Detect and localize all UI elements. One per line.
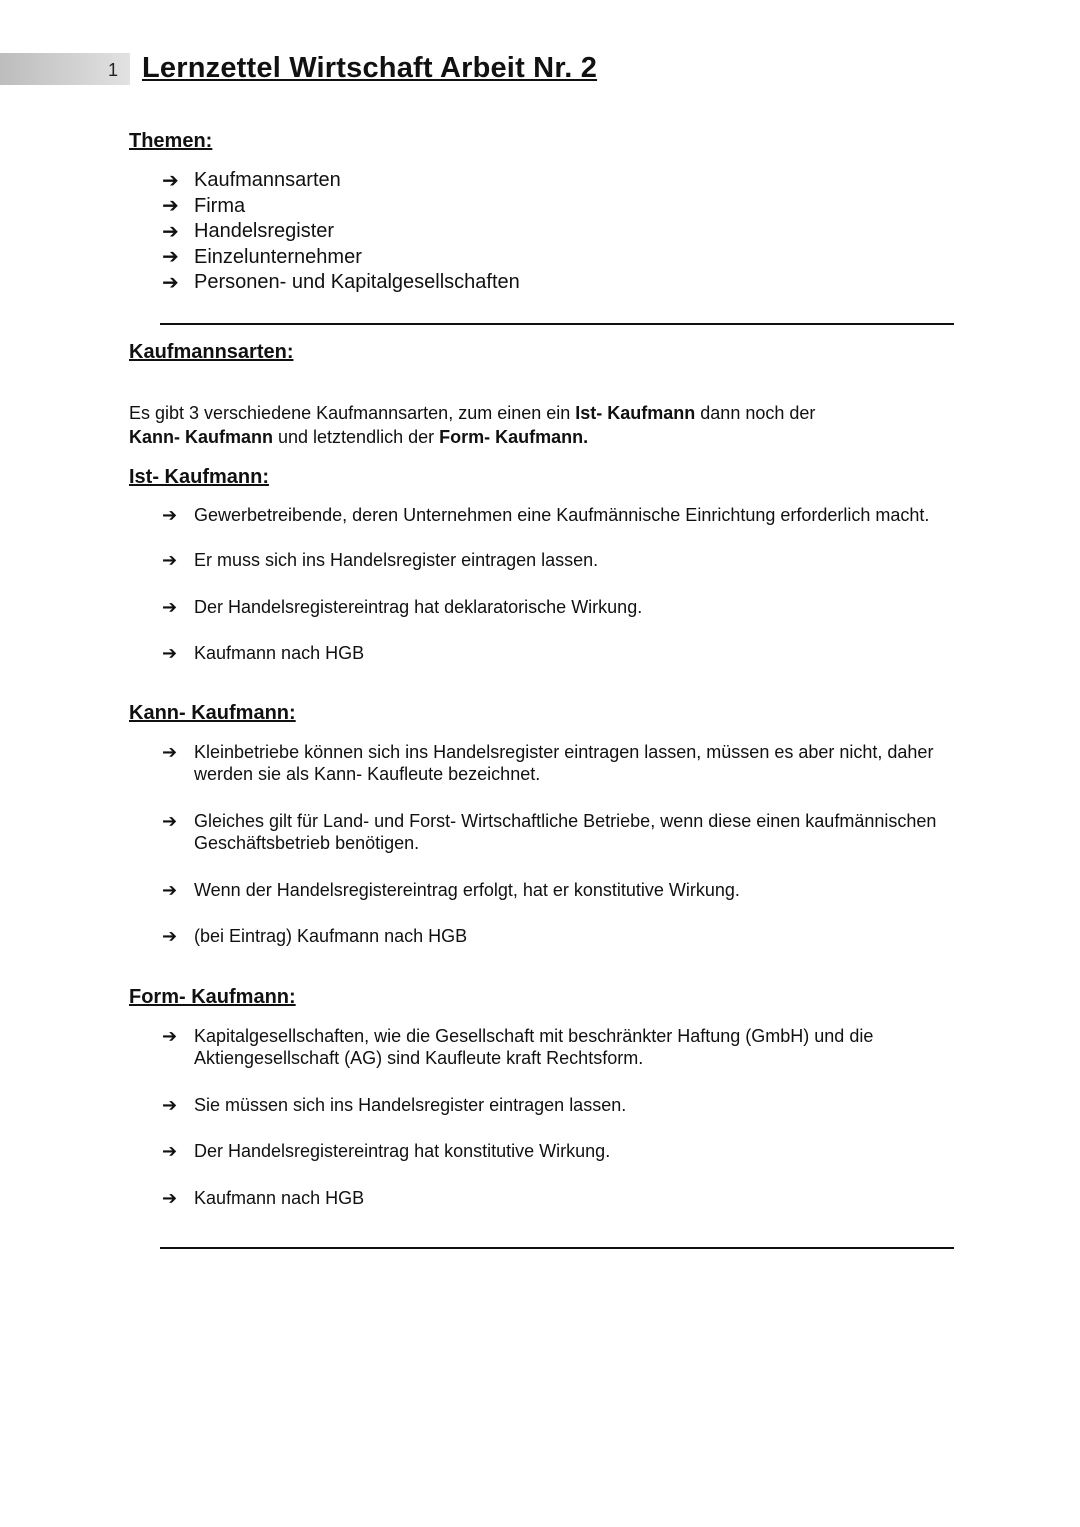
arrow-right-icon: ➔ xyxy=(162,925,178,946)
intro-text: dann noch der xyxy=(695,402,816,423)
list-item xyxy=(162,1187,959,1209)
arrow-right-icon: ➔ xyxy=(162,195,179,218)
list-item xyxy=(162,1140,959,1162)
point-text: Sie müssen sich ins Handelsregister eintragen lassen. xyxy=(194,1094,627,1115)
arrow-right-icon: ➔ xyxy=(162,549,178,570)
arrow-right-icon: ➔ xyxy=(162,1025,178,1046)
arrow-right-icon: ➔ xyxy=(162,741,178,762)
intro-bold-ist: Ist- Kaufmann xyxy=(575,402,696,423)
intro-bold-kann: Kann- Kaufmann xyxy=(129,426,273,447)
intro-text: und letztendlich der xyxy=(273,426,440,447)
horizontal-divider xyxy=(160,323,954,325)
arrow-right-icon: ➔ xyxy=(162,1140,178,1161)
topic-text: Einzelunternehmer xyxy=(194,245,362,268)
page-number: 1 xyxy=(107,60,118,80)
arrow-right-icon: ➔ xyxy=(162,642,178,663)
document-title: Lernzettel Wirtschaft Arbeit Nr. 2 xyxy=(142,52,598,84)
kaufmannsarten-section xyxy=(129,339,959,449)
ist-kaufmann-list xyxy=(129,504,959,664)
kann-kaufmann-heading: Kann- Kaufmann: xyxy=(129,701,296,724)
point-text: Kapitalgesellschaften, wie die Gesellschaft mit beschränkter Haftung (GmbH) und die Aktiengesellschaft (AG) sind Kaufleute kraft Rechtsform. xyxy=(194,1025,874,1068)
kann-kaufmann-section xyxy=(129,700,959,947)
topic-list xyxy=(129,168,959,296)
arrow-right-icon: ➔ xyxy=(162,220,179,243)
arrow-right-icon: ➔ xyxy=(162,246,179,269)
form-kaufmann-heading: Form- Kaufmann: xyxy=(129,985,296,1008)
topic-text: Kaufmannsarten xyxy=(194,169,341,191)
page-number-bar xyxy=(0,53,130,85)
topic-item xyxy=(162,270,959,296)
point-text: Er muss sich ins Handelsregister eintragen lassen. xyxy=(194,549,599,570)
point-text: (bei Eintrag) Kaufmann nach HGB xyxy=(194,925,468,946)
arrow-right-icon: ➔ xyxy=(162,271,179,294)
arrow-right-icon: ➔ xyxy=(162,169,179,192)
topic-item xyxy=(162,194,959,220)
arrow-right-icon: ➔ xyxy=(162,810,178,831)
kaufmannsarten-intro xyxy=(129,401,959,449)
topic-item xyxy=(162,219,959,245)
document-body xyxy=(129,128,959,1249)
kann-kaufmann-list xyxy=(129,741,959,947)
list-item xyxy=(162,810,959,854)
point-text: Der Handelsregistereintrag hat deklaratorische Wirkung. xyxy=(194,596,643,617)
topic-item xyxy=(162,168,959,194)
list-item xyxy=(162,879,959,901)
form-kaufmann-section xyxy=(129,984,959,1209)
arrow-right-icon: ➔ xyxy=(162,879,178,900)
list-item xyxy=(162,1025,959,1069)
intro-text: Es gibt 3 verschiedene Kaufmannsarten, zum einen ein xyxy=(129,402,576,423)
point-text: Gleiches gilt für Land- und Forst- Wirtschaftliche Betriebe, wenn diese einen kaufmännischen Geschäftsbetrieb benötigen. xyxy=(194,810,937,853)
list-item xyxy=(162,925,959,947)
ist-kaufmann-section xyxy=(129,464,959,664)
themen-heading: Themen: xyxy=(129,130,213,152)
list-item xyxy=(162,549,959,571)
list-item xyxy=(162,596,959,618)
topic-text: Handelsregister xyxy=(194,220,335,242)
arrow-right-icon: ➔ xyxy=(162,504,178,525)
point-text: Kaufmann nach HGB xyxy=(194,642,365,663)
point-text: Gewerbetreibende, deren Unternehmen eine Kaufmännische Einrichtung erforderlich macht. xyxy=(194,504,930,525)
themen-section xyxy=(129,128,959,296)
ist-kaufmann-heading: Ist- Kaufmann: xyxy=(129,465,269,488)
arrow-right-icon: ➔ xyxy=(162,1187,178,1208)
point-text: Wenn der Handelsregistereintrag erfolgt, hat er konstitutive Wirkung. xyxy=(194,879,740,900)
topic-item xyxy=(162,245,959,271)
intro-bold-form: Form- Kaufmann. xyxy=(439,426,589,447)
kaufmannsarten-heading: Kaufmannsarten: xyxy=(129,340,294,363)
point-text: Kleinbetriebe können sich ins Handelsregister eintragen lassen, müssen es aber nicht, daher werden sie als Kann- Kaufleute bezeichnet. xyxy=(194,741,934,784)
form-kaufmann-list xyxy=(129,1025,959,1209)
point-text: Der Handelsregistereintrag hat konstitutive Wirkung. xyxy=(194,1140,611,1161)
arrow-right-icon: ➔ xyxy=(162,596,178,617)
point-text: Kaufmann nach HGB xyxy=(194,1187,365,1208)
arrow-right-icon: ➔ xyxy=(162,1094,178,1115)
list-item xyxy=(162,504,959,526)
horizontal-divider xyxy=(160,1247,954,1249)
list-item xyxy=(162,1094,959,1116)
list-item xyxy=(162,642,959,664)
topic-text: Firma xyxy=(194,194,246,217)
list-item xyxy=(162,741,959,785)
topic-text: Personen- und Kapitalgesellschaften xyxy=(194,271,520,293)
